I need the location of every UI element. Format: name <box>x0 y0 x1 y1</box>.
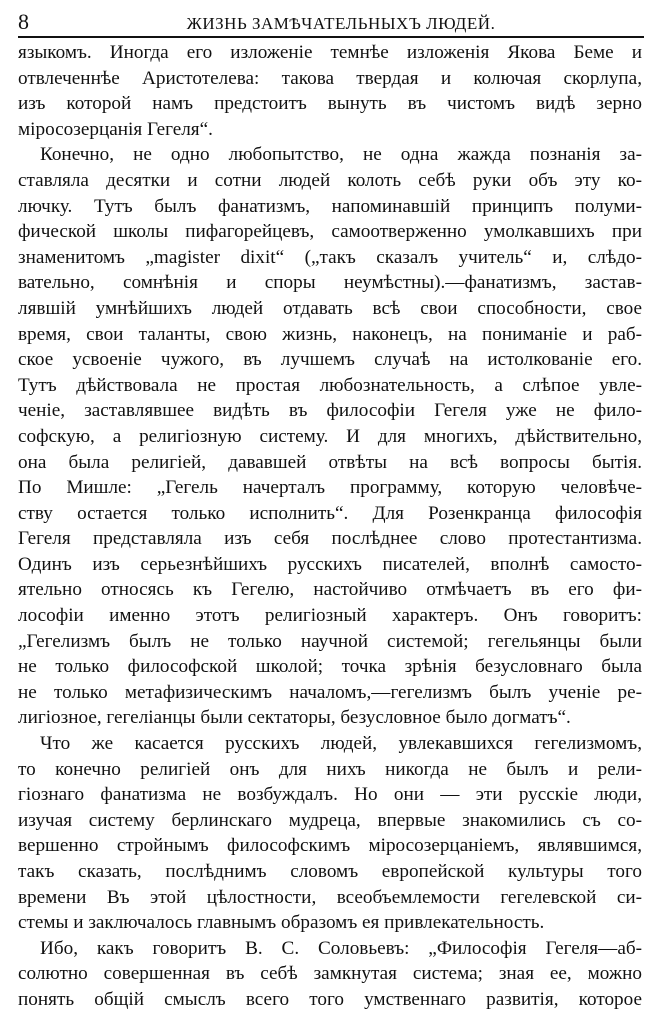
text-line: отвлеченнѣе Аристотелева: такова твердая и колючая скорлупа, <box>18 67 642 89</box>
running-header <box>18 6 644 38</box>
text-line: языкомъ. Иногда его изложеніе темнѣе изложенія Якова Беме и <box>18 42 642 63</box>
body-text <box>18 40 642 1013</box>
text-line: знаменитомъ „magister dixit“ („такъ сказалъ учитель“ и, слѣдо- <box>18 246 642 268</box>
text-line: ское усвоеніе чужого, въ лучшемъ случаѣ на истолкованіе его. <box>18 349 642 371</box>
text-line: лючку. Тутъ былъ фанатизмъ, напоминавшій принципъ полуми- <box>18 195 642 217</box>
text-line: вершенно стройнымъ философскимъ міросозерцаніемъ, являвшимся, <box>18 835 642 857</box>
text-line: Тутъ дѣйствовала не простая любознательность, а слѣпое увле- <box>18 374 642 396</box>
text-line: ятельно относясь къ Гегелю, настойчиво отмѣчаетъ въ его фи- <box>18 579 642 601</box>
text-line: гіознаго фанатизма не возбуждалъ. Но они — эти русскіе люди, <box>18 784 642 806</box>
text-line: изучая систему берлинскаго мудреца, впервые знакомились съ со- <box>18 809 642 831</box>
text-line: стемы и заключалось главнымъ образомъ ея привлекательность. <box>18 912 545 934</box>
text-line: Одинъ изъ серьезнѣйшихъ русскихъ писателей, вполнѣ самосто- <box>18 553 642 575</box>
text-line: Что же касается русскихъ людей, увлекавшихся гегелизмомъ, <box>40 733 642 755</box>
text-line: то конечно религіей онъ для нихъ никогда не былъ и рели- <box>18 758 642 780</box>
page-number: 8 <box>18 9 29 34</box>
text-line: Гегеля представляла изъ себя послѣднее слово протестантизма. <box>18 528 642 550</box>
text-line: „Гегелизмъ былъ не только научной системой; гегельянцы были <box>18 630 642 652</box>
text-line: міросозерцанія Гегеля“. <box>18 118 213 140</box>
text-line: ству остается только исполнить“. Для Розенкранца философія <box>18 502 642 524</box>
text-line: фической школы пифагорейцевъ, самоотверженно умолкавшихъ при <box>18 221 642 243</box>
text-line: изъ которой намъ предстоитъ вынуть въ чистомъ видѣ зерно <box>18 93 642 115</box>
text-line: лявшій умнѣйшихъ людей отдавать всѣ свои способности, свое <box>18 297 642 319</box>
text-line: такъ сказать, послѣднимъ словомъ европейской культуры того <box>18 861 642 882</box>
text-line: ставляла десятки и сотни людей колоть себѣ руки объ эту ко- <box>18 169 642 191</box>
text-line: времени Въ этой цѣлостности, всеобъемлемости гегелевской си- <box>18 886 642 908</box>
text-line: Конечно, не одно любопытство, не одна жажда познанія за- <box>40 144 642 166</box>
running-title: ЖИЗНЬ ЗАМѢЧАТЕЛЬНЫХЪ ЛЮДЕЙ. <box>186 14 496 33</box>
text-line: солютно совершенная въ себѣ замкнутая система; зная ее, можно <box>18 963 642 985</box>
text-line: она была религіей, дававшей отвѣты на всѣ вопросы бытія. <box>18 451 642 473</box>
text-line: Ибо, какъ говоритъ В. С. Соловьевъ: „Философія Гегеля—аб- <box>40 937 642 959</box>
text-line: лософіи именно этотъ религіозный характеръ. Онъ говоритъ: <box>18 605 642 627</box>
text-line: понять общій смыслъ всего того умственнаго развитія, которое <box>18 988 642 1010</box>
text-line: По Мишле: „Гегель начерталъ программу, которую человѣче- <box>18 477 642 499</box>
text-line: время, свои таланты, свою жизнь, наконецъ, на пониманіе и раб- <box>18 323 642 345</box>
text-line: ченіе, заставлявшее видѣть въ философіи Гегеля уже не фило- <box>18 400 642 422</box>
text-line: софскую, а религіозную систему. И для многихъ, дѣйствительно, <box>18 425 642 447</box>
text-line: лигіозное, гегеліанцы были сектаторы, безусловное было догматъ“. <box>18 707 571 729</box>
text-line: вательно, сомнѣнія и споры неумѣстны).—фанатизмъ, застав- <box>18 272 642 294</box>
text-line: не только метафизическимъ началомъ,—гегелизмъ былъ ученіе ре- <box>18 681 642 703</box>
text-line: не только философской школой; точка зрѣнія безусловнаго была <box>18 656 642 678</box>
